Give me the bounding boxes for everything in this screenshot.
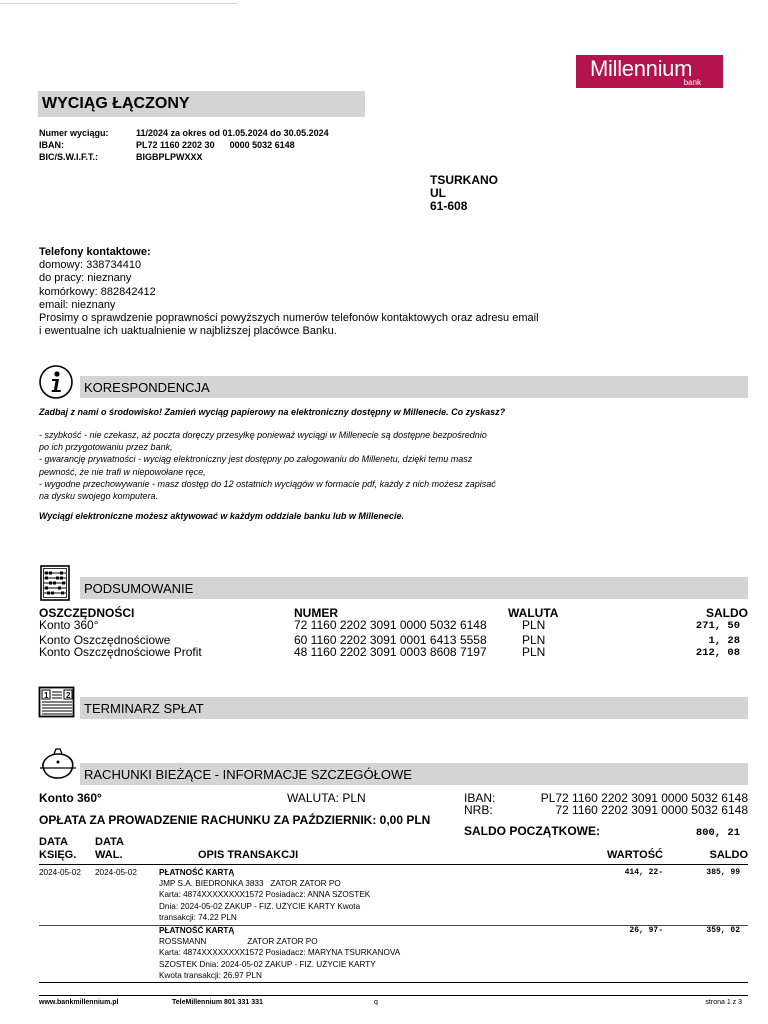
tx-line: Karta: 4874XXXXXXXX1572 Posiadacz: MARYNA TSURKANOVA: [159, 948, 401, 958]
tx-amount: 26, 97-: [629, 926, 663, 935]
contact-block: [39, 246, 539, 338]
tx-amount: 414, 22-: [624, 868, 663, 877]
footer-phone: TeleMillennium 801 331 331: [172, 999, 263, 1006]
summary-account-number: 48 1160 2202 3091 0003 8608 7197: [294, 645, 487, 659]
contact-line: i ewentualne ich uaktualnienie w najbliższej placówce Banku.: [39, 325, 337, 338]
section-schedule: [80, 697, 748, 719]
summary-account-name: Konto Oszczędnościowe: [39, 633, 171, 647]
summary-account-name: Konto Oszczędnościowe Profit: [39, 645, 202, 659]
meta-value-iban: PL72 1160 2202 30 0000 5032 6148: [136, 140, 295, 150]
account-currency: WALUTA: PLN: [287, 791, 366, 805]
account-nrb-label: NRB:: [464, 803, 493, 817]
meta-label-iban: IBAN:: [39, 140, 64, 150]
statement-title: WYCIĄG ŁĄCZONY: [42, 95, 190, 112]
summary-header-currency: WALUTA: [508, 606, 559, 620]
section-current-accounts: [80, 763, 748, 785]
table-bottom-divider: [39, 982, 748, 983]
tx-line: Karta: 4874XXXXXXXX1572 Posiadacz: ANNA SZOSTEK: [159, 890, 371, 900]
logo-subtext: bank: [683, 78, 701, 87]
bullet-line: po ich przygotowaniu przez bank,: [39, 442, 173, 453]
contact-heading: Telefony kontaktowe:: [39, 246, 151, 258]
col-value-date: DATA: [95, 836, 124, 848]
summary-account-number: 60 1160 2202 3091 0001 6413 5558: [294, 633, 487, 647]
summary-header-name: OSZCZĘDNOŚCI: [39, 606, 135, 620]
account-name: Konto 360°: [39, 791, 102, 805]
statement-title-bar: [38, 91, 365, 117]
footer-mark: q: [374, 999, 378, 1006]
account-nrb: 72 1160 2202 3091 0000 5032 6148: [555, 803, 748, 817]
col-balance: SALDO: [709, 849, 748, 861]
opening-balance-label: SALDO POCZĄTKOWE:: [464, 824, 600, 838]
section-title: TERMINARZ SPŁAT: [84, 701, 204, 716]
section-correspondence: [80, 376, 748, 398]
tx-balance: 385, 99: [706, 868, 740, 877]
footer-page-number: strona 1 z 3: [705, 999, 742, 1006]
col-value-date-2: WAL.: [95, 849, 123, 861]
correspondence-footer: Wyciągi elektroniczne możesz aktywować w każdym oddziale banku lub w Millenecie.: [39, 511, 404, 521]
contact-line: komórkowy: 882842412: [39, 285, 156, 298]
bullet-line: pewność, że nie trafi w niepowołane ręce,: [39, 466, 206, 477]
top-divider: [0, 3, 238, 4]
recipient-address: [430, 174, 498, 213]
section-title: RACHUNKI BIEŻĄCE - INFORMACJE SZCZEGÓŁOWE: [84, 767, 412, 782]
correspondence-bullets: [39, 429, 579, 502]
millennium-logo: [576, 55, 723, 88]
account-iban: PL72 1160 2202 3091 0000 5032 6148: [540, 791, 748, 805]
address-line: 61-608: [430, 199, 468, 213]
correspondence-headline: Zadbaj z nami o środowisko! Zamień wyciąg papierowy na elektroniczny dostępny w Millenecie. Co zyskasz?: [39, 407, 506, 417]
abacus-icon: [38, 565, 72, 601]
tx-description: [159, 867, 370, 923]
piggy-bank-icon: [38, 748, 78, 782]
contact-line: domowy: 338734410: [39, 259, 142, 272]
tx-type: PŁATNOŚĆ KARTĄ: [159, 868, 235, 877]
meta-label-statement: Numer wyciągu:: [39, 128, 109, 138]
col-book-date-2: KSIĘG.: [39, 849, 77, 861]
account-iban-label: IBAN:: [464, 791, 496, 805]
col-book-date: DATA: [39, 836, 68, 848]
svg-text:1: 1: [44, 691, 49, 700]
tx-book-date: 2024-05-02: [39, 868, 81, 877]
bullet-line: - szybkość - nie czekasz, aż poczta doręczy przesyłkę ponieważ wyciągi w Millenecie są dostępne bezpośrednio: [39, 430, 487, 440]
tx-line: SZOSTEK Dnia: 2024-05-02 ZAKUP - FIZ. UŻYCIE KARTY: [159, 959, 376, 969]
section-summary: [80, 577, 748, 599]
tx-line: Dnia: 2024-05-02 ZAKUP - FIZ. UŻYCIE KARTY Kwota: [159, 901, 361, 911]
contact-line: email: nieznany: [39, 298, 116, 311]
calendar-icon: [38, 686, 76, 718]
summary-account-currency: PLN: [522, 645, 546, 659]
tx-description: [159, 925, 400, 981]
tx-line: transakcji: 74.22 PLN: [159, 912, 237, 922]
contact-line: do pracy: nieznany: [39, 272, 132, 285]
table-header-divider: [39, 864, 748, 865]
summary-header-balance: SALDO: [706, 606, 748, 620]
bullet-line: na dysku swojego komputera.: [39, 491, 159, 502]
logo-text: Millennium: [590, 56, 693, 81]
footer-website[interactable]: www.bankmillennium.pl: [39, 999, 119, 1006]
tx-line: Kwota transakcji: 26.97 PLN: [159, 970, 262, 980]
summary-account-currency: PLN: [522, 618, 546, 632]
section-title: KORESPONDENCJA: [84, 380, 210, 395]
tx-line: JMP S.A. BIEDRONKA 3833 ZATOR ZATOR PO: [159, 879, 341, 889]
summary-account-currency: PLN: [522, 633, 546, 647]
summary-account-balance: 271, 50: [695, 620, 740, 632]
meta-value-bic: BIGBPLPWXXX: [136, 152, 203, 162]
footer-divider: [39, 995, 748, 996]
bullet-line: - wygodne przechowywanie - masz dostęp do 12 ostatnich wyciągów w formacie pdf, każdy z nich możesz zapisać: [39, 478, 496, 489]
tx-balance: 359, 02: [706, 926, 740, 935]
address-line: UL: [430, 186, 446, 200]
col-amount: WARTOŚĆ: [606, 849, 663, 861]
opening-balance-value: 800, 21: [695, 827, 740, 839]
meta-label-bic: BIC/S.W.I.F.T.:: [39, 152, 99, 162]
summary-account-name: Konto 360°: [39, 618, 99, 632]
col-description: OPIS TRANSAKCJI: [198, 849, 299, 861]
tx-line: ROSSMANN ZATOR ZATOR PO: [159, 937, 318, 947]
svg-text:2: 2: [66, 691, 71, 700]
account-fee: OPŁATA ZA PROWADZENIE RACHUNKU ZA PAŹDZIERNIK: 0,00 PLN: [39, 813, 431, 827]
address-line: TSURKANO: [430, 173, 498, 187]
summary-account-balance: 212, 08: [695, 647, 740, 659]
contact-line: Prosimy o sprawdzenie poprawności powyższych numerów telefonów kontaktowych oraz adresu email: [39, 312, 539, 325]
summary-header-number: NUMER: [294, 606, 338, 620]
info-icon: [38, 365, 76, 399]
summary-account-balance: 1, 28: [708, 635, 740, 647]
bullet-line: - gwarancję prywatności - wyciąg elektroniczny jest dostępny po zalogowaniu do Millenetu, dzięki temu masz: [39, 454, 473, 465]
meta-value-statement: 11/2024 za okres od 01.05.2024 do 30.05.2024: [136, 128, 329, 138]
tx-value-date: 2024-05-02: [95, 868, 137, 877]
summary-account-number: 72 1160 2202 3091 0000 5032 6148: [294, 618, 487, 632]
section-title: PODSUMOWANIE: [84, 581, 194, 596]
tx-type: PŁATNOŚĆ KARTĄ: [159, 926, 235, 935]
